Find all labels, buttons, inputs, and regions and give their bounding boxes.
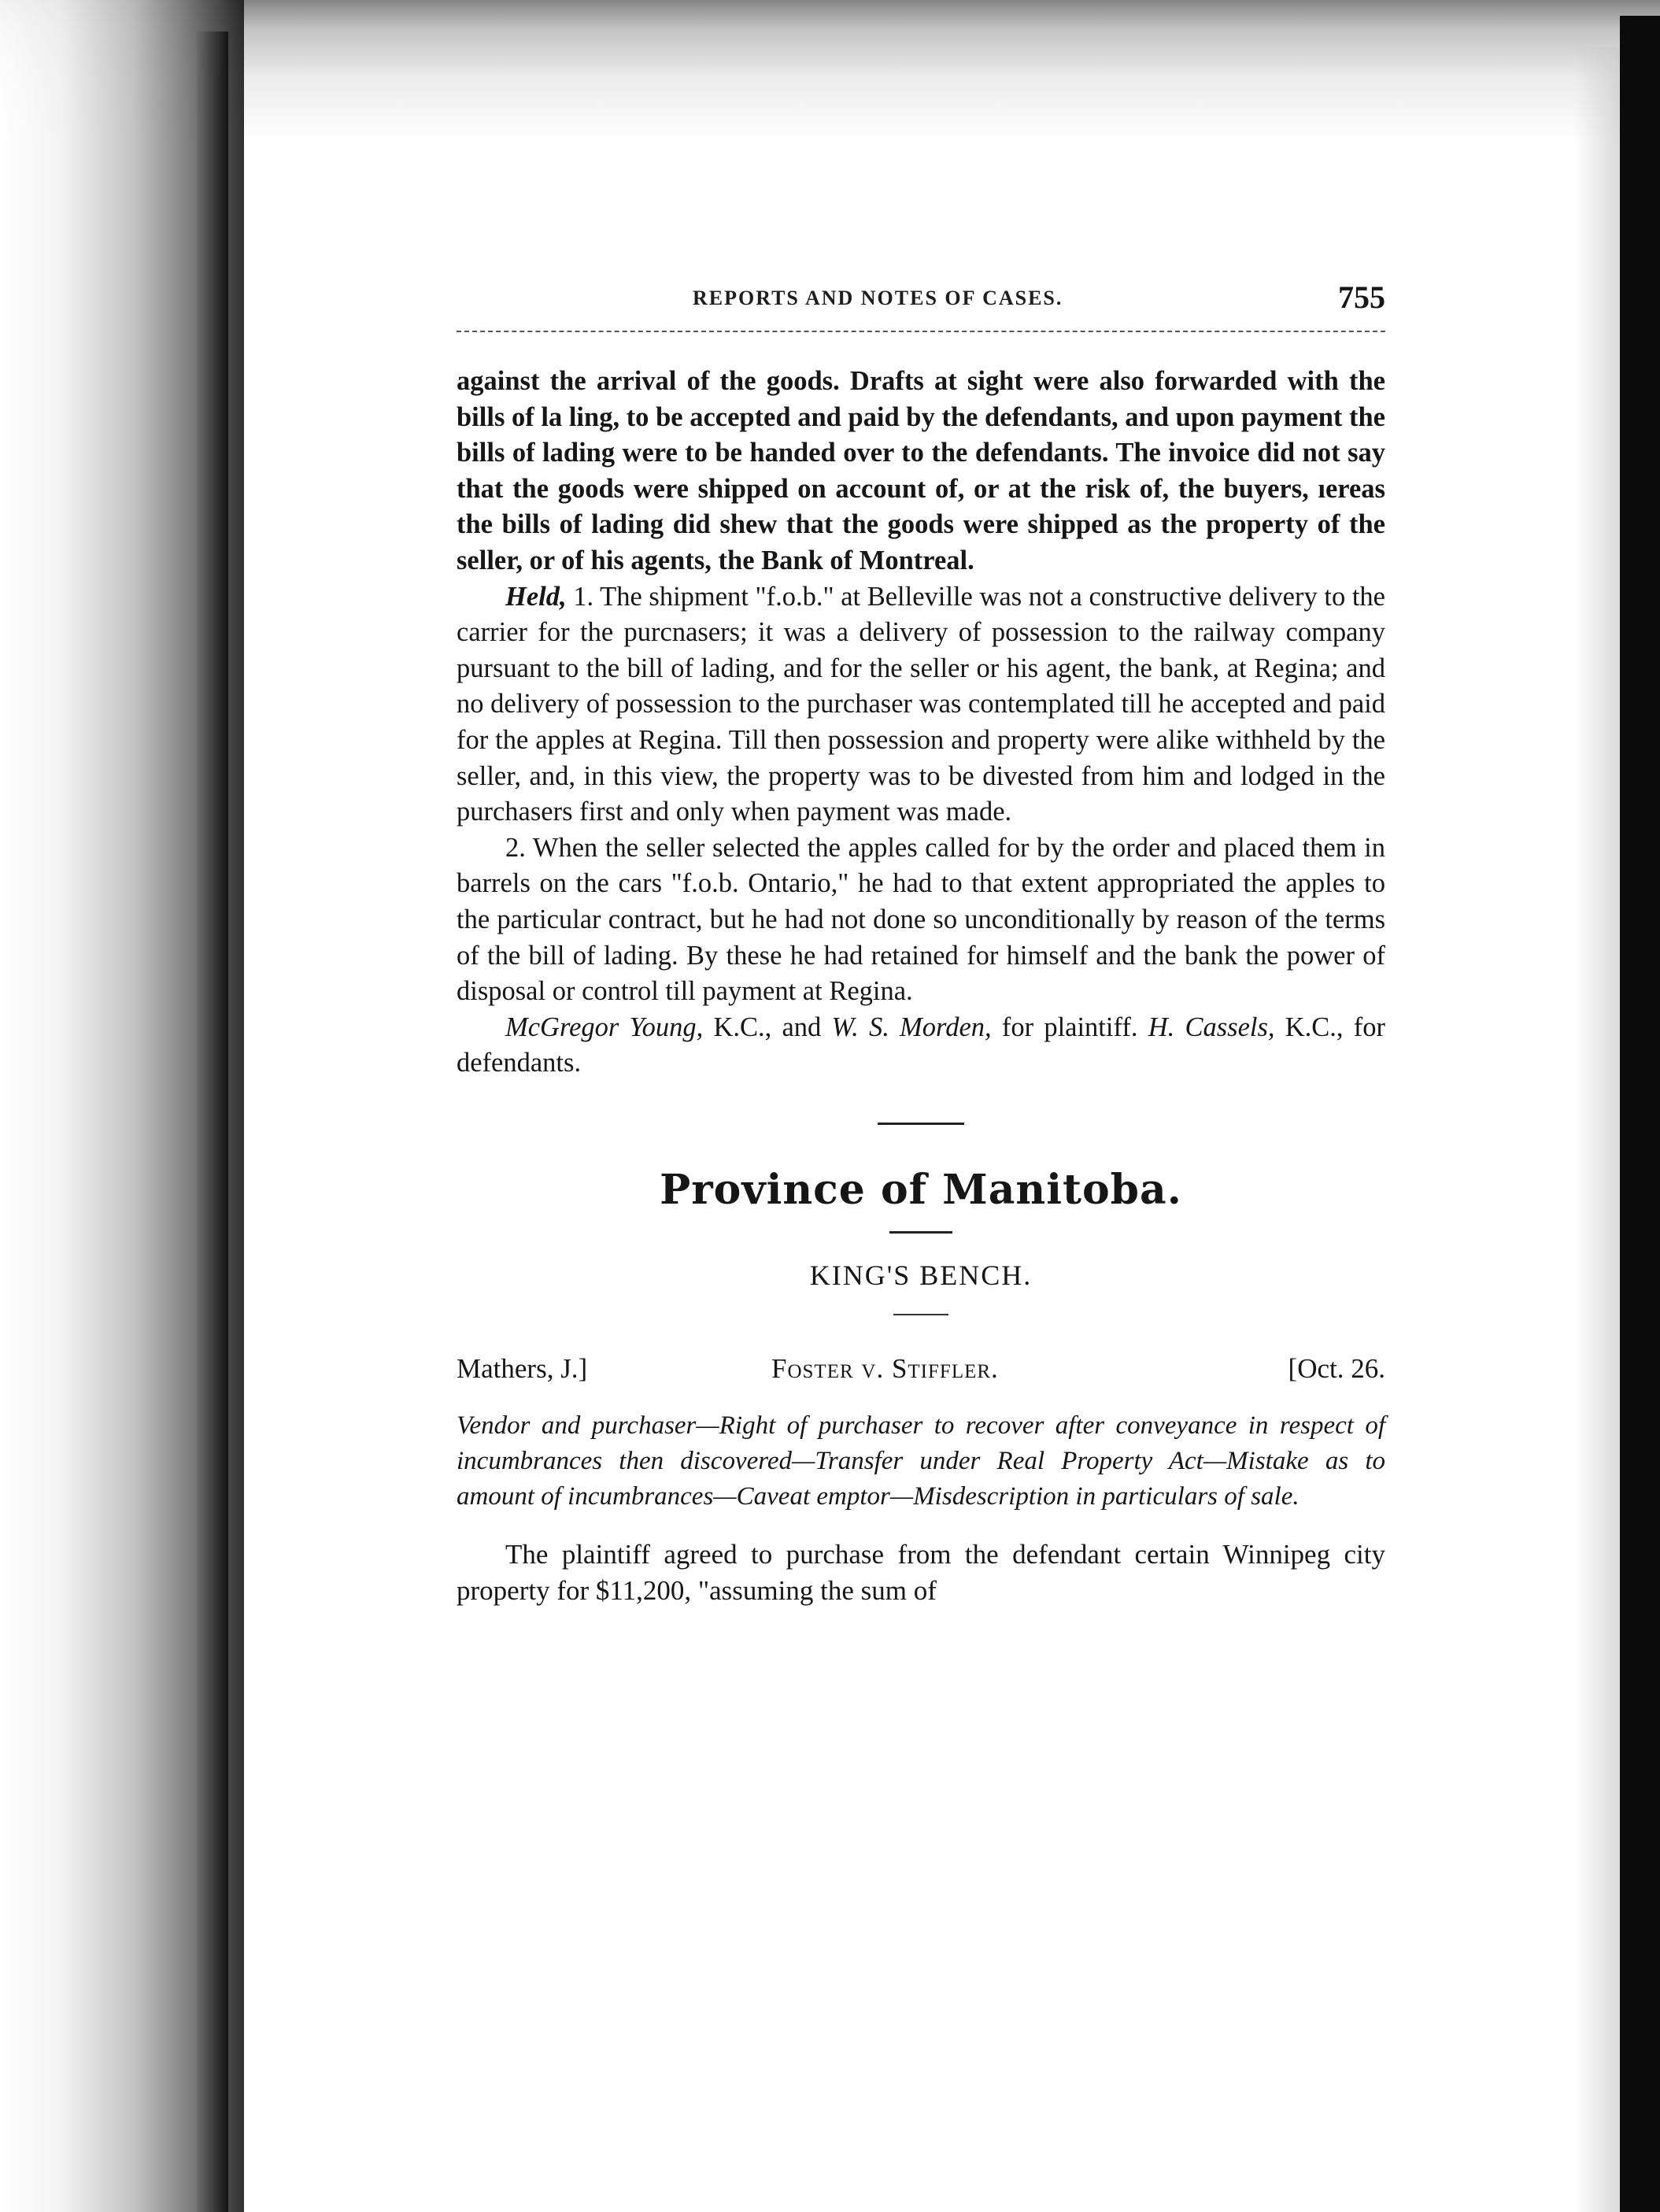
continuation-paragraph: against the arrival of the goods. Drafts at sight were also forwarded with the bills of la ling, to be accepted and paid by the defendants, and upon payment the bills of lading were to be handed over to the defendants. The invoice did not say that the goods were shipped on account of, or at the risk of, the buyers, ıereas the bills of lading did shew that the goods were shipped as the property of the seller, or of his agents, the Bank of Montreal. [457, 366, 1385, 575]
province-heading: Province of Manitoba. [660, 1165, 1182, 1214]
scan-right-shade [1574, 47, 1620, 2212]
counsel-text-2: for plaintiff. [991, 1012, 1148, 1042]
page-header [457, 276, 1385, 323]
section-divider [878, 1123, 964, 1125]
facts [457, 1537, 1385, 1609]
case-date: [Oct. 26. [1288, 1352, 1385, 1384]
case-line [457, 1353, 1385, 1393]
point-two-paragraph: 2. When the seller selected the apples called for by the order and placed them in barrels on the cars "f.o.b. Ontario," he had to that extent appropriated the apples to the particular contract, but he had not done so unconditionally by reason of the terms of the bill of lading. By these he had retained for himself and the bank the power of disposal or control till payment at Regina. [457, 832, 1385, 1007]
scan-right-border [1620, 16, 1660, 2212]
headnote [457, 1408, 1385, 1515]
running-head: REPORTS AND NOTES OF CASES. [693, 287, 1063, 309]
court-rule [893, 1314, 948, 1315]
held-label: Held, [505, 581, 567, 612]
held-text: 1. The shipment "f.o.b." at Belleville was not a constructive delivery to the carrier for the purcnasers; it was a delivery of possession to the railway company pursuant to the bill of lading, and for the seller or his agent, the bank, at Regina; and no delivery of possession to the purchaser was contemplated till he accepted and paid for the apples at Regina. Till then possession and property were alike withheld by the seller, and, in this view, the property was to be divested from him and lodged in the purchasers first and only when payment was made. [457, 581, 1385, 827]
counsel-name-1: McGregor Young, [505, 1012, 704, 1042]
counsel-name-3: H. Cassels, [1148, 1012, 1275, 1042]
counsel-text-1: K.C., and [703, 1012, 832, 1042]
page [457, 276, 1385, 1609]
case-name: Foster v. Stiffler. [771, 1352, 999, 1384]
header-rule [457, 331, 1385, 332]
province-rule [889, 1231, 952, 1234]
page-number: 755 [1338, 279, 1385, 315]
report-body [457, 364, 1385, 1082]
scan-top-shadow [0, 0, 1660, 142]
case-judge: Mathers, J.] [457, 1352, 588, 1384]
headnote-text: Vendor and purchaser—Right of purchaser to recover after conveyance in respect of incumbrances then discovered—Transfer under Real Property Act—Mistake as to amount of incumbrances—Caveat emptor—Misdescription in particulars of sale. [457, 1411, 1385, 1511]
facts-paragraph: The plaintiff agreed to purchase from the defendant certain Winnipeg city property for $11,200, "assuming the sum of [457, 1538, 1385, 1606]
counsel-text-3: K.C., for defendants. [457, 1012, 1385, 1078]
court-heading: KING'S BENCH. [809, 1259, 1033, 1291]
scan-binding-edge [197, 31, 228, 2212]
counsel-name-2: W. S. Morden, [831, 1012, 992, 1042]
held-paragraph [457, 579, 1385, 830]
counsel-paragraph [457, 1010, 1385, 1082]
